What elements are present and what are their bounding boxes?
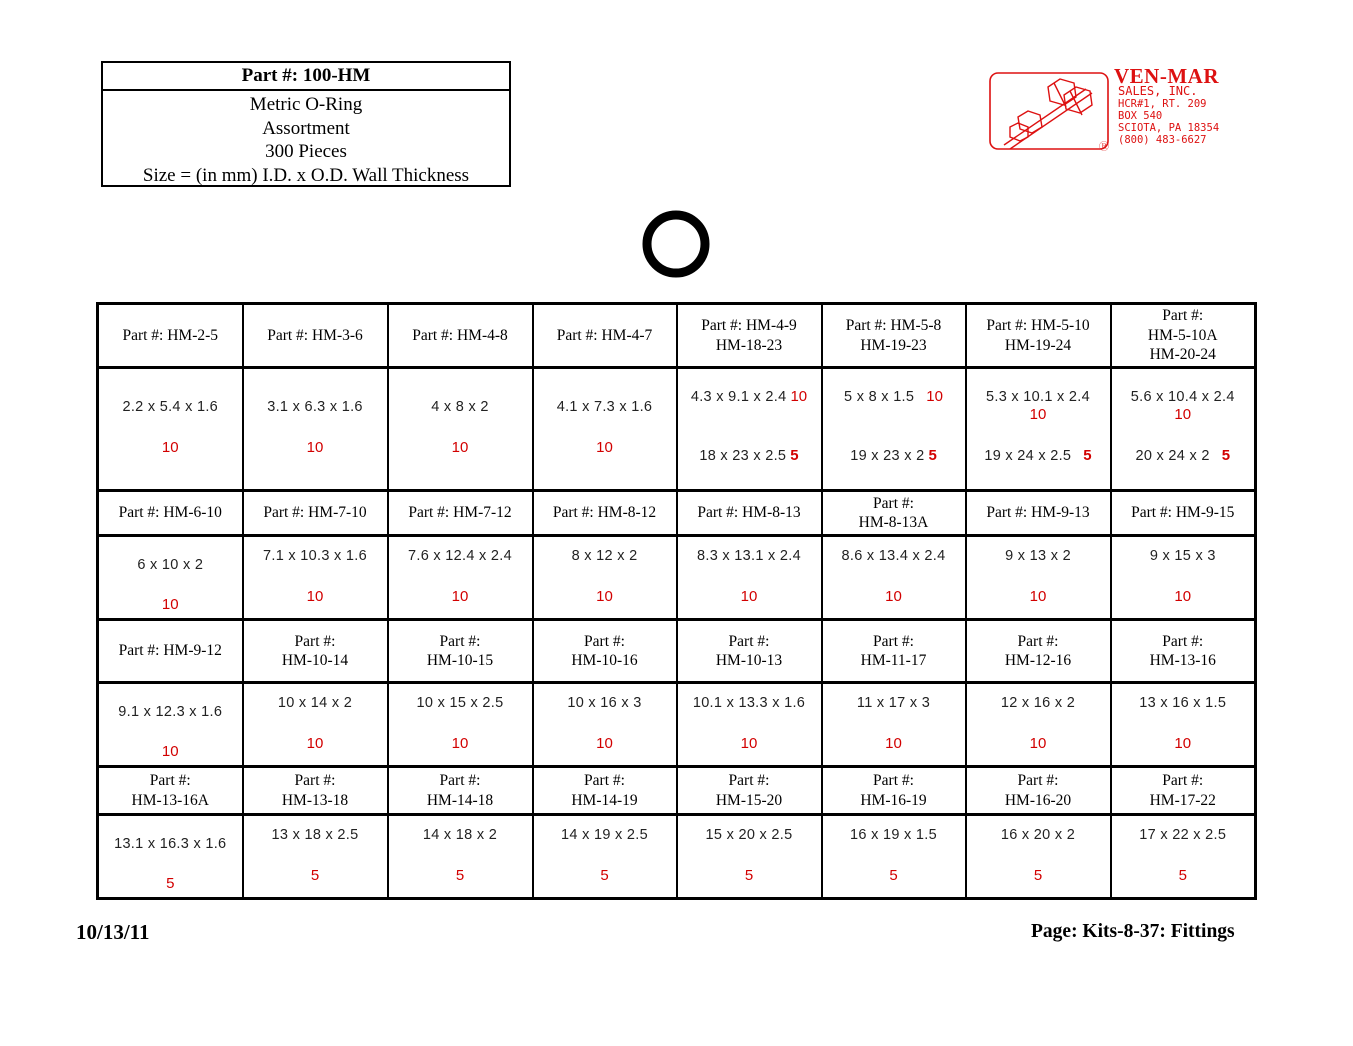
- part-number-text: Part #:: [584, 772, 625, 789]
- quantity: 10: [1174, 588, 1192, 605]
- part-number-text: Part #: HM-4-9: [701, 317, 797, 334]
- part-number-text: HM-13-16A: [131, 791, 209, 809]
- part-number-text: Part #:: [873, 632, 914, 650]
- oring-size: 9 x 15 x 3: [1149, 548, 1216, 564]
- quantity: 5: [928, 447, 937, 464]
- part-number-cell: [243, 304, 388, 368]
- size-qty-cell: [533, 683, 677, 767]
- quantity: 5: [1178, 867, 1187, 884]
- company-logo: [988, 66, 1258, 156]
- quantity: 10: [885, 735, 902, 752]
- part-number-cell: [822, 491, 966, 536]
- quantity: 10: [161, 596, 179, 613]
- quantity: 10: [790, 388, 808, 405]
- size-qty-cell: [388, 536, 533, 620]
- size-qty-cell: [533, 536, 677, 620]
- size-qty-cell: [822, 815, 966, 899]
- oring-size: 14 x 18 x 2: [422, 827, 498, 843]
- part-number-text: Part #:: [294, 632, 336, 650]
- size-qty-cell: [966, 815, 1111, 899]
- part-header-row: [98, 491, 1256, 536]
- size-qty-cell: [822, 683, 966, 767]
- oring-size: 4.1 x 7.3 x 1.6: [556, 399, 653, 415]
- quantity: 10: [1029, 588, 1047, 605]
- oring-size: 16 x 19 x 1.5: [850, 827, 937, 843]
- oring-size: 8.6 x 13.4 x 2.4: [841, 548, 946, 564]
- part-number-text: HM-12-16: [1004, 652, 1072, 669]
- fittings-logo-icon: [988, 71, 1110, 153]
- part-number-text: HM-5-10A: [1147, 326, 1218, 344]
- oring-size: 17 x 22 x 2.5: [1139, 827, 1227, 843]
- oring-size: 5.6 x 10.4 x 2.4: [1130, 389, 1235, 405]
- quantity: 10: [596, 588, 613, 605]
- kit-desc-line: Assortment: [262, 117, 350, 139]
- company-subname: SALES, INC.: [1118, 84, 1198, 98]
- kit-desc-line: 300 Pieces: [265, 141, 347, 162]
- size-qty-cell: [1111, 815, 1256, 899]
- oring-size: 10 x 14 x 2: [277, 695, 353, 711]
- oring-size: 13 x 16 x 1.5: [1139, 695, 1227, 711]
- part-number-cell: [822, 767, 966, 815]
- size-qty-cell: [533, 368, 677, 491]
- part-number-cell: [966, 767, 1111, 815]
- quantity: 10: [1174, 406, 1192, 423]
- size-qty-row: [98, 368, 1256, 491]
- part-number-cell: [98, 620, 243, 683]
- oring-size: 6 x 10 x 2: [137, 557, 204, 573]
- part-number-cell: [677, 620, 822, 683]
- part-number-text: HM-15-20: [715, 791, 783, 809]
- part-number-cell: [966, 620, 1111, 683]
- part-number-text: Part #:: [294, 772, 336, 789]
- size-qty-cell: [966, 683, 1111, 767]
- part-number-text: HM-16-19: [860, 791, 927, 809]
- oring-size: 16 x 20 x 2: [1000, 827, 1076, 843]
- part-number-text: Part #: HM-9-13: [986, 504, 1090, 522]
- part-number-text: Part #:: [439, 772, 481, 789]
- part-number-text: HM-14-18: [426, 791, 494, 809]
- company-address-line: HCR#1, RT. 209: [1118, 98, 1207, 110]
- part-number-text: Part #:: [1162, 632, 1204, 650]
- size-qty-cell: [533, 815, 677, 899]
- part-number-text: Part #: HM-9-12: [118, 642, 222, 660]
- page-reference: Page: Kits-8-37: Fittings: [1031, 921, 1235, 942]
- oring-size: 10 x 16 x 3: [567, 695, 642, 711]
- size-qty-cell: [388, 368, 533, 491]
- oring-size: 4 x 8 x 2: [431, 399, 489, 415]
- part-number-cell: [388, 620, 533, 683]
- parts-table: [96, 302, 1257, 900]
- size-qty-cell: [677, 683, 822, 767]
- quantity: 10: [740, 588, 758, 605]
- oring-size: 8.3 x 13.1 x 2.4: [697, 548, 801, 564]
- size-qty-row: [98, 683, 1256, 767]
- part-header-row: [98, 767, 1256, 815]
- part-number-text: HM-16-20: [1004, 791, 1072, 809]
- size-qty-row: [98, 536, 1256, 620]
- quantity: 5: [1083, 447, 1092, 464]
- size-qty-cell: [966, 536, 1111, 620]
- quantity: 10: [161, 743, 179, 760]
- part-number-text: Part #: HM-9-15: [1131, 504, 1235, 522]
- part-number-text: Part #:: [1162, 307, 1204, 325]
- oring-size: 8 x 12 x 2: [571, 548, 638, 564]
- part-number-text: Part #:: [149, 772, 191, 789]
- part-number-text: Part #:: [1017, 772, 1059, 789]
- quantity: 5: [790, 447, 799, 464]
- quantity: 5: [744, 867, 754, 884]
- part-header-row: [98, 304, 1256, 368]
- part-number-cell: [677, 304, 822, 368]
- oring-size: 10.1 x 13.3 x 1.6: [692, 695, 806, 711]
- part-number-text: Part #: HM-4-8: [412, 326, 508, 344]
- part-header-box: [101, 61, 511, 187]
- company-address-line: SCIOTA, PA 18354: [1118, 122, 1220, 134]
- print-date: 10/13/11: [76, 920, 150, 944]
- part-number-text: Part #:: [873, 494, 914, 512]
- part-number-text: HM-8-13A: [858, 514, 929, 531]
- part-number-cell: [1111, 620, 1256, 683]
- oring-size: 7.6 x 12.4 x 2.4: [408, 548, 512, 564]
- part-number-text: HM-17-22: [1149, 791, 1216, 809]
- part-number-text: HM-18-23: [715, 336, 783, 354]
- quantity: 10: [885, 588, 902, 605]
- part-header-row: [98, 620, 1256, 683]
- oring-size: 18 x 23 x 2.5: [699, 448, 787, 464]
- size-qty-cell: [98, 368, 243, 491]
- size-qty-cell: [243, 683, 388, 767]
- part-number-text: Part #: HM-4-7: [556, 326, 653, 344]
- oring-size: 5.3 x 10.1 x 2.4: [986, 389, 1090, 405]
- oring-size: 19 x 23 x 2: [850, 448, 925, 464]
- size-qty-cell: [677, 536, 822, 620]
- registered-mark: Ⓡ: [1099, 142, 1109, 153]
- oring-size: 9 x 13 x 2: [1005, 548, 1071, 564]
- part-number-cell: [1111, 491, 1256, 536]
- quantity: 10: [306, 439, 324, 456]
- kit-desc-line: Metric O-Ring: [249, 94, 363, 115]
- part-number-text: HM-10-13: [715, 652, 783, 669]
- part-number-cell: [98, 304, 243, 368]
- size-qty-cell: [243, 815, 388, 899]
- oring-size: 2.2 x 5.4 x 1.6: [122, 399, 219, 415]
- quantity: 10: [596, 439, 613, 456]
- part-number-text: Part #:: [728, 632, 770, 650]
- part-number-text: Part #: HM-7-12: [408, 504, 512, 522]
- part-number-text: Part #:: [584, 632, 625, 650]
- part-number-cell: [98, 491, 243, 536]
- part-number-cell: [388, 767, 533, 815]
- part-number-text: Part #: HM-2-5: [122, 326, 219, 344]
- part-number-cell: [1111, 767, 1256, 815]
- part-number-text: HM-11-17: [860, 652, 927, 669]
- quantity: 10: [926, 388, 943, 405]
- size-qty-cell: [388, 683, 533, 767]
- oring-size: 5 x 8 x 1.5: [844, 389, 915, 405]
- quantity: 10: [306, 735, 324, 752]
- size-qty-cell: [98, 815, 243, 899]
- size-qty-cell: [677, 368, 822, 491]
- part-number-text: Part #: HM-8-12: [552, 504, 657, 522]
- quantity: 5: [1033, 867, 1043, 884]
- part-number-text: HM-14-19: [571, 791, 638, 809]
- quantity: 10: [161, 439, 179, 456]
- part-number-text: Part #:: [1162, 772, 1204, 789]
- size-qty-cell: [1111, 536, 1256, 620]
- size-qty-cell: [243, 536, 388, 620]
- part-number-cell: [677, 767, 822, 815]
- oring-size: 15 x 20 x 2.5: [705, 827, 793, 843]
- size-qty-cell: [98, 683, 243, 767]
- quantity: 10: [451, 735, 469, 752]
- part-number-text: Part #:: [439, 632, 481, 650]
- size-qty-cell: [822, 536, 966, 620]
- company-phone: (800) 483-6627: [1118, 134, 1207, 146]
- size-qty-cell: [1111, 683, 1256, 767]
- part-number-text: Part #:: [728, 772, 770, 789]
- quantity: 10: [1174, 735, 1192, 752]
- quantity: 5: [166, 875, 175, 892]
- size-qty-cell: [388, 815, 533, 899]
- part-number-cell: [677, 491, 822, 536]
- oring-size: 10 x 15 x 2.5: [416, 695, 504, 711]
- part-number-text: HM-13-16: [1149, 652, 1216, 669]
- part-number-cell: [533, 491, 677, 536]
- part-number-text: Part #: HM-5-8: [845, 317, 942, 334]
- size-qty-cell: [1111, 368, 1256, 491]
- quantity: 10: [596, 735, 613, 752]
- oring-size: 13.1 x 16.3 x 1.6: [114, 836, 227, 852]
- quantity: 10: [1029, 406, 1047, 423]
- size-qty-row: [98, 815, 1256, 899]
- quantity: 5: [310, 867, 320, 884]
- o-ring-icon: [642, 210, 710, 278]
- company-address-line: BOX 540: [1118, 110, 1163, 122]
- part-number-text: Part #: HM-3-6: [267, 326, 363, 344]
- part-number-text: HM-20-24: [1149, 346, 1216, 364]
- part-number-cell: [1111, 304, 1256, 368]
- part-number-cell: [966, 304, 1111, 368]
- part-number-cell: [533, 620, 677, 683]
- oring-size: 11 x 17 x 3: [856, 695, 931, 711]
- part-number-cell: [243, 491, 388, 536]
- part-number-cell: [966, 491, 1111, 536]
- size-qty-cell: [822, 368, 966, 491]
- oring-size: 14 x 19 x 2.5: [561, 827, 648, 843]
- size-qty-cell: [677, 815, 822, 899]
- part-number-cell: [822, 304, 966, 368]
- company-name: VEN-MAR: [1114, 64, 1219, 88]
- part-number-cell: [388, 491, 533, 536]
- oring-size: 4.3 x 9.1 x 2.4: [690, 389, 787, 405]
- quantity: 5: [1221, 447, 1231, 464]
- quantity: 10: [306, 588, 324, 605]
- quantity: 10: [451, 588, 469, 605]
- part-number-text: HM-13-18: [281, 791, 349, 809]
- quantity: 5: [600, 867, 609, 884]
- quantity: 10: [451, 439, 469, 456]
- part-number-text: HM-19-23: [860, 336, 927, 354]
- part-number-cell: [533, 304, 677, 368]
- part-number-cell: [243, 620, 388, 683]
- size-qty-cell: [243, 368, 388, 491]
- quantity: 5: [455, 867, 465, 884]
- kit-description: [103, 91, 509, 185]
- part-number-text: HM-19-24: [1004, 336, 1072, 354]
- part-number-text: Part #: HM-7-10: [263, 504, 367, 522]
- kit-desc-line: Size = (in mm) I.D. x O.D. Wall Thickness: [142, 164, 470, 186]
- quantity: 10: [740, 735, 758, 752]
- quantity: 5: [889, 867, 898, 884]
- oring-size: 13 x 18 x 2.5: [271, 827, 359, 843]
- oring-size: 12 x 16 x 2: [1000, 695, 1076, 711]
- oring-size: 7.1 x 10.3 x 1.6: [263, 548, 367, 564]
- part-number-cell: [98, 767, 243, 815]
- oring-size: 9.1 x 12.3 x 1.6: [118, 704, 223, 720]
- oring-size: 19 x 24 x 2.5: [984, 448, 1072, 464]
- part-number-cell: [243, 767, 388, 815]
- part-number-cell: [533, 767, 677, 815]
- part-number-text: HM-10-15: [426, 652, 494, 669]
- quantity: 10: [1029, 735, 1047, 752]
- part-number-text: Part #: HM-5-10: [986, 317, 1090, 334]
- part-number-text: Part #: HM-8-13: [697, 504, 801, 522]
- part-number-cell: [388, 304, 533, 368]
- oring-size: 3.1 x 6.3 x 1.6: [267, 399, 363, 415]
- part-number-text: HM-10-16: [571, 652, 638, 669]
- oring-size: 20 x 24 x 2: [1135, 448, 1210, 464]
- size-qty-cell: [966, 368, 1111, 491]
- kit-part-number: Part #: 100-HM: [103, 63, 509, 91]
- part-number-text: Part #:: [873, 772, 914, 789]
- size-qty-cell: [98, 536, 243, 620]
- part-number-text: HM-10-14: [281, 652, 349, 669]
- part-number-text: Part #: HM-6-10: [118, 504, 222, 522]
- part-number-cell: [822, 620, 966, 683]
- part-number-text: Part #:: [1017, 632, 1059, 650]
